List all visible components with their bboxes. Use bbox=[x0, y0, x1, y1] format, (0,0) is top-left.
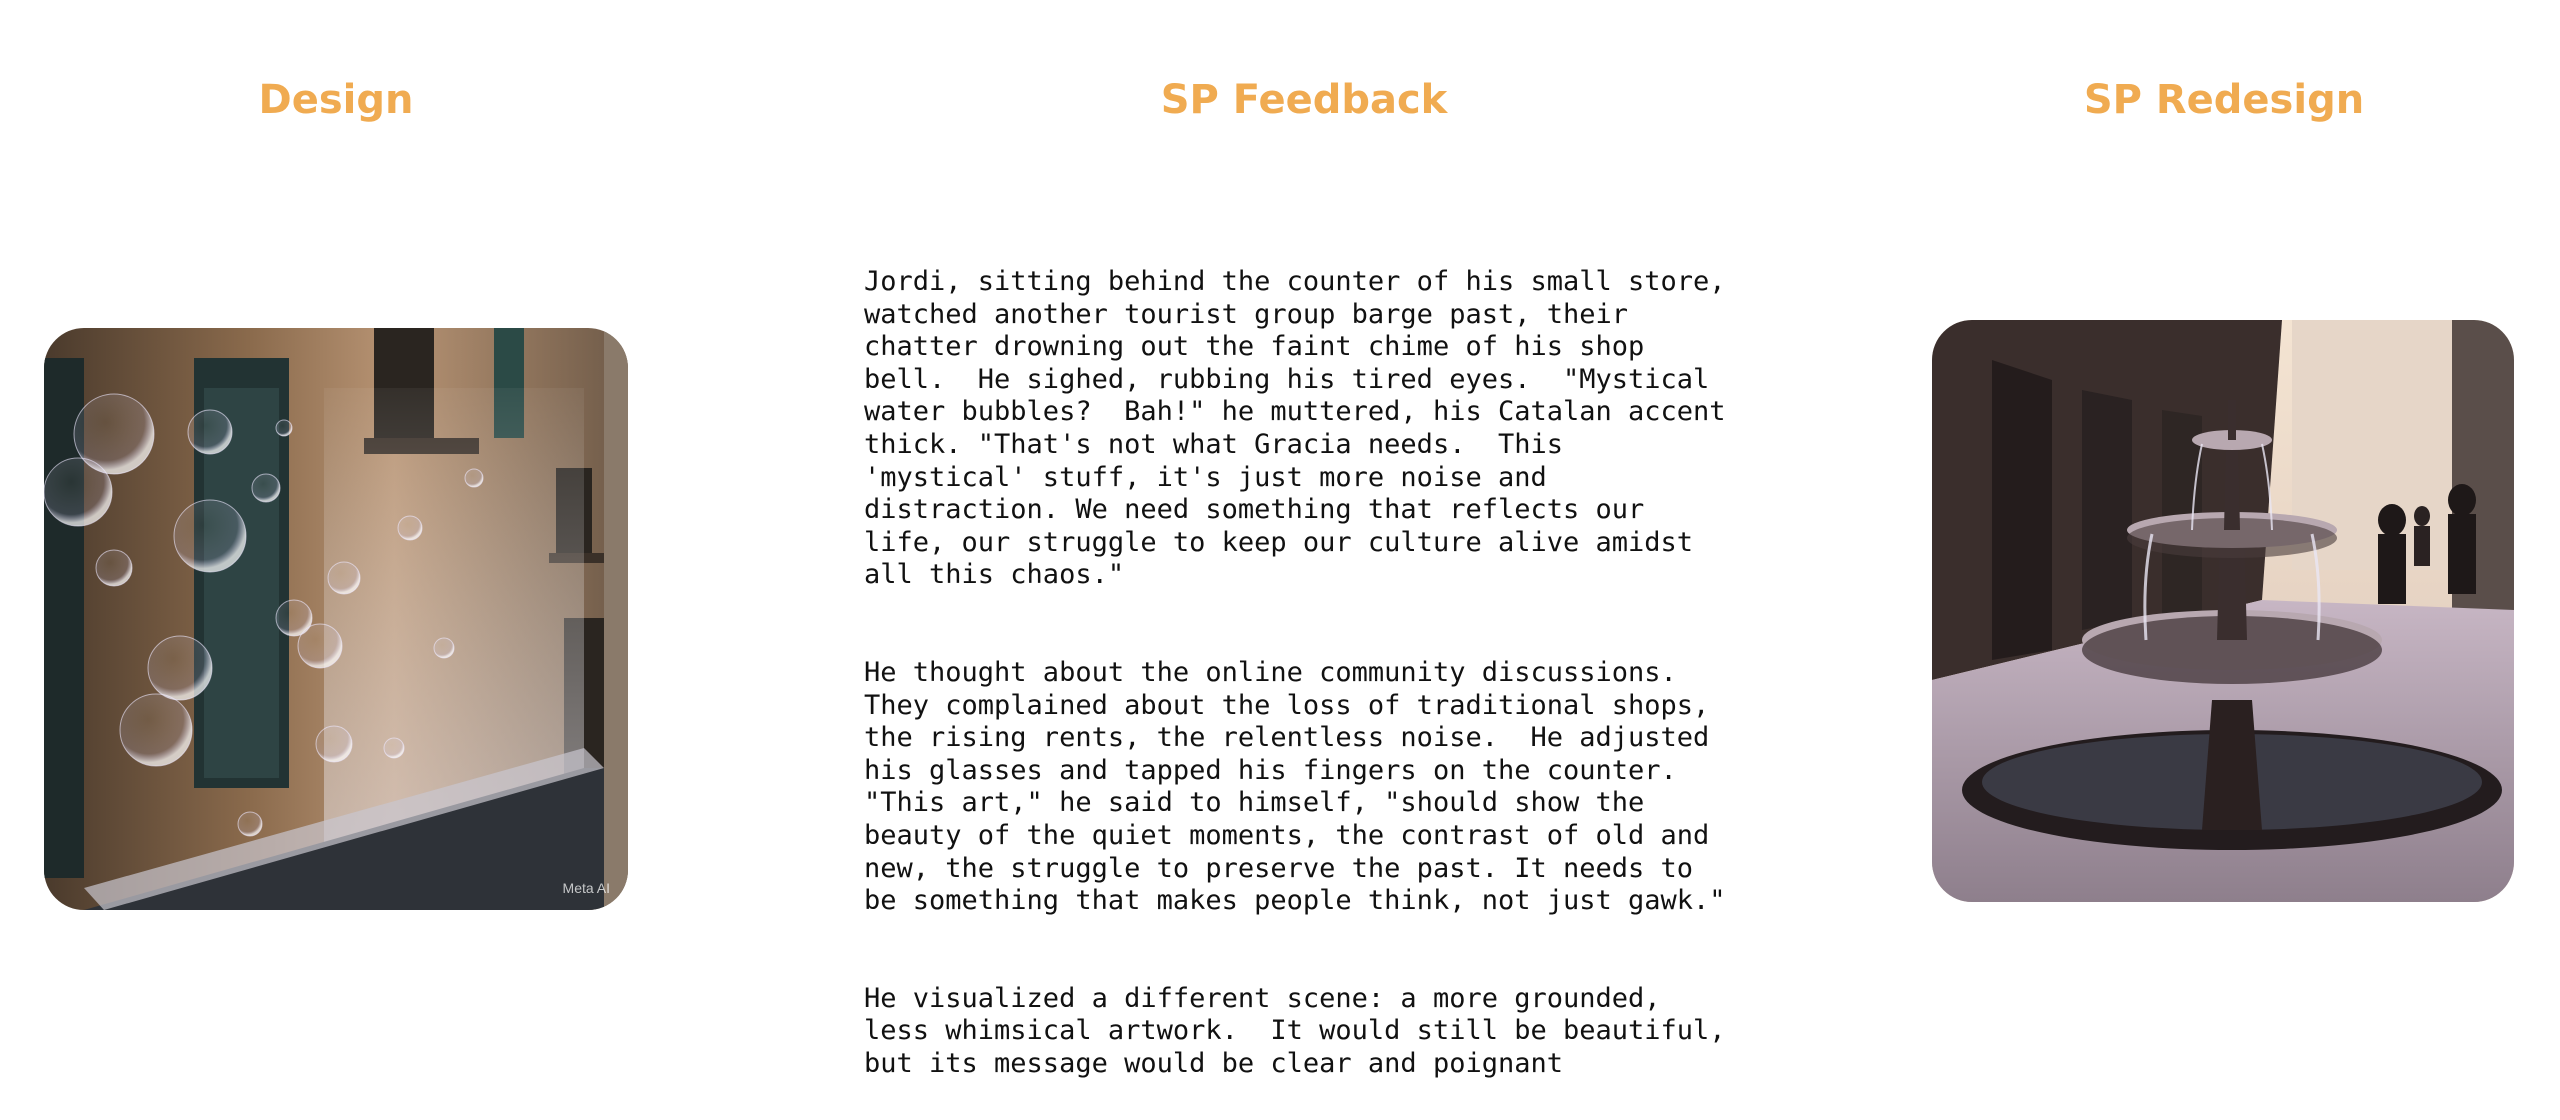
bubbles-street-image bbox=[44, 328, 628, 910]
design-image bbox=[44, 328, 628, 910]
feedback-column-title: SP Feedback bbox=[1160, 77, 1448, 123]
story-paragraph: He thought about the online community discussions. They complained about the loss of traditional shops, the rising rents, the relentless noise. He adjusted his glasses and tapped his fingers on the counter. "This art," he said to himself, "should show the beauty of the quiet moments, the contrast of old and new, the struggle to preserve the past. It needs to be something that makes people think, not just gawk." bbox=[864, 656, 1726, 917]
fountain-street-image bbox=[1932, 320, 2514, 902]
feedback-story bbox=[864, 266, 1764, 1080]
story-paragraph: He visualized a different scene: a more grounded, less whimsical artwork. It would still be beautiful, but its message would be clear and poignant bbox=[864, 982, 1726, 1079]
redesign-column-title: SP Redesign bbox=[2083, 77, 2365, 123]
redesign-image bbox=[1932, 320, 2514, 902]
watermark-label: Meta AI bbox=[562, 880, 610, 896]
design-column-title: Design bbox=[258, 77, 414, 123]
story-paragraph: Jordi, sitting behind the counter of his small store, watched another tourist group barge past, their chatter drowning out the faint chime of his shop bell. He sighed, rubbing his tired eyes. "Mystical water bubbles? Bah!" he muttered, his Catalan accent thick. "That's not what Gracia needs. This 'mystical' stuff, it's just more noise and distraction. We need something that reflects our life, our struggle to keep our culture alive amidst all this chaos." bbox=[864, 266, 1726, 591]
